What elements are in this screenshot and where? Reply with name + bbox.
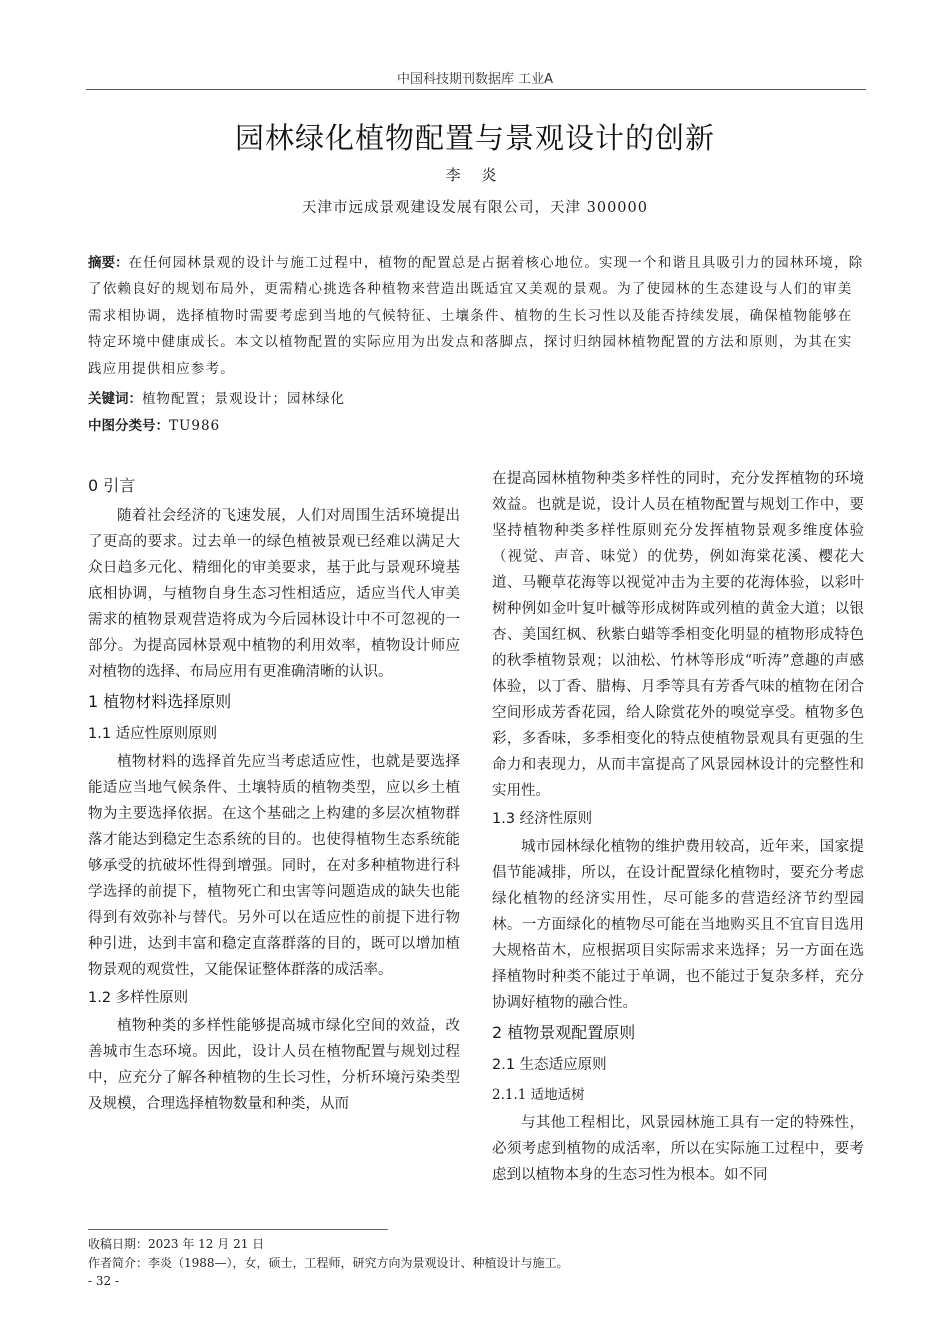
footnote-rule	[88, 1229, 388, 1230]
section-2-1-1-heading: 2.1.1 适地适树	[492, 1087, 585, 1103]
section-1-3-heading: 1.3 经济性原则	[492, 811, 593, 827]
classification	[88, 414, 864, 434]
section-2-heading: 2 植物景观配置原则	[492, 1023, 636, 1042]
abstract	[88, 250, 864, 382]
abstract-label: 摘要：	[88, 255, 129, 271]
keywords-text: 植物配置；景观设计；园林绿化	[142, 391, 345, 407]
header-rule	[86, 89, 866, 90]
page-number: - 32 -	[88, 1274, 120, 1288]
right-column	[492, 466, 864, 1188]
section-1-2-paragraph-continued: 在提高园林植物种类多样性的同时，充分发挥植物的环境效益。也就是说，设计人员在植物配置与规划工作中，要坚持植物种类多样性原则充分发挥植物景观多维度体验（视觉、声音、味觉）的优势，例如海棠花溪、樱花大道、马鞭草花海等以视觉冲击为主要的花海体验，以彩叶树种例如金叶复叶槭等形成树阵或列植的黄金大道；以银杏、美国红枫、秋紫白蜡等季相变化明显的植物形成特色的秋季植物景观；以油松、竹林等形成“听涛”意趣的声感体验，以丁香、腊梅、月季等具有芳香气味的植物在闭合空间形成芳香花园，给人除赏花外的嗅觉享受。植物多色彩，多香味，多季相变化的特点使植物景观具有更强的生命力和表现力，从而丰富提高了风景园林设计的完整性和实用性。	[492, 471, 864, 799]
section-1-2-heading: 1.2 多样性原则	[88, 990, 189, 1006]
section-0-paragraph: 随着社会经济的飞速发展，人们对周围生活环境提出了更高的要求。过去单一的绿色植被景观已经难以满足大众日趋多元化、精细化的审美要求，基于此与景观环境基底相协调，与植物自身生态习性相适应，适应当代人审美需求的植物景观营造将成为今后园林设计中不可忽视的一部分。为提高园林景观中植物的利用效率，植物设计师应对植物的选择、布局应用有更准确清晰的认识。	[88, 508, 460, 680]
left-column	[88, 469, 460, 1117]
keywords-label: 关键词：	[88, 391, 142, 407]
author-bio: 作者简介：李炎（1988—），女，硕士，工程师，研究方向为景观设计、种植设计与施工。	[88, 1256, 569, 1270]
section-1-2-paragraph: 植物种类的多样性能够提高城市绿化空间的效益，改善城市生态环境。因此，设计人员在植物配置与规划过程中，应充分了解各种植物的生长习性，分析环境污染类型及规模，合理选择植物数量和种类，从而	[88, 1018, 460, 1112]
keywords	[88, 387, 864, 407]
paper-title: 园林绿化植物配置与景观设计的创新	[234, 121, 715, 155]
abstract-text: 在任何园林景观的设计与施工过程中，植物的配置总是占据着核心地位。实现一个和谐且具吸引力的园林环境，除了依赖良好的规划布局外，更需精心挑选各种植物来营造出既适宜又美观的景观。为了使园林的生态建设与人们的审美需求相协调，选择植物时需要考虑到当地的气候特征、土壤条件、植物的生长习性以及能否持续发展，确保植物能够在特定环境中健康成长。本文以植物配置的实际应用为出发点和落脚点，探讨归纳园林植物配置的方法和原则，为其在实践应用提供相应参考。	[88, 255, 864, 377]
section-1-3-paragraph: 城市园林绿化植物的维护费用较高，近年来，国家提倡节能减排，所以，在设计配置绿化植物时，要充分考虑绿化植物的经济实用性，尽可能多的营造经济节约型园林。一方面绿化的植物尽可能在当地购买且不宜盲目选用大规格苗木，应根据项目实际需求来选择；另一方面在选择植物时种类不能过于单调，也不能过于复杂多样，充分协调好植物的融合性。	[492, 839, 864, 1011]
author-affiliation: 天津市远成景观建设发展有限公司，天津 300000	[302, 200, 648, 216]
classification-label: 中图分类号：	[88, 418, 169, 434]
journal-header: 中国科技期刊数据库 工业A	[396, 72, 554, 87]
received-date: 收稿日期：2023 年 12 月 21 日	[88, 1237, 265, 1251]
author-name: 李 炎	[445, 166, 505, 184]
section-1-heading: 1 植物材料选择原则	[88, 692, 232, 711]
section-1-1-paragraph: 植物材料的选择首先应当考虑适应性，也就是要选择能适应当地气候条件、土壤特质的植物类型，应以乡土植物为主要选择依据。在这个基础之上构建的多层次植物群落才能达到稳定生态系统的目的。也使得植物生态系统能够承受的抗破坏性得到增强。同时，在对多种植物进行科学选择的前提下，植物死亡和虫害等问题造成的缺失也能得到有效弥补与替代。另外可以在适应性的前提下进行物种引进，达到丰富和稳定直落群落的目的，既可以增加植物景观的观赏性，又能保证整体群落的成活率。	[88, 754, 460, 978]
classification-text: TU986	[169, 418, 221, 434]
section-1-1-heading: 1.1 适应性原则原则	[88, 726, 218, 742]
section-2-1-1-paragraph: 与其他工程相比，风景园林施工具有一定的特殊性，必须考虑到植物的成活率，所以在实际施工过程中，要考虑到以植物本身的生态习性为根本。如不同	[492, 1115, 864, 1183]
section-0-heading: 0 引言	[88, 476, 136, 495]
section-2-1-heading: 2.1 生态适应原则	[492, 1057, 607, 1073]
